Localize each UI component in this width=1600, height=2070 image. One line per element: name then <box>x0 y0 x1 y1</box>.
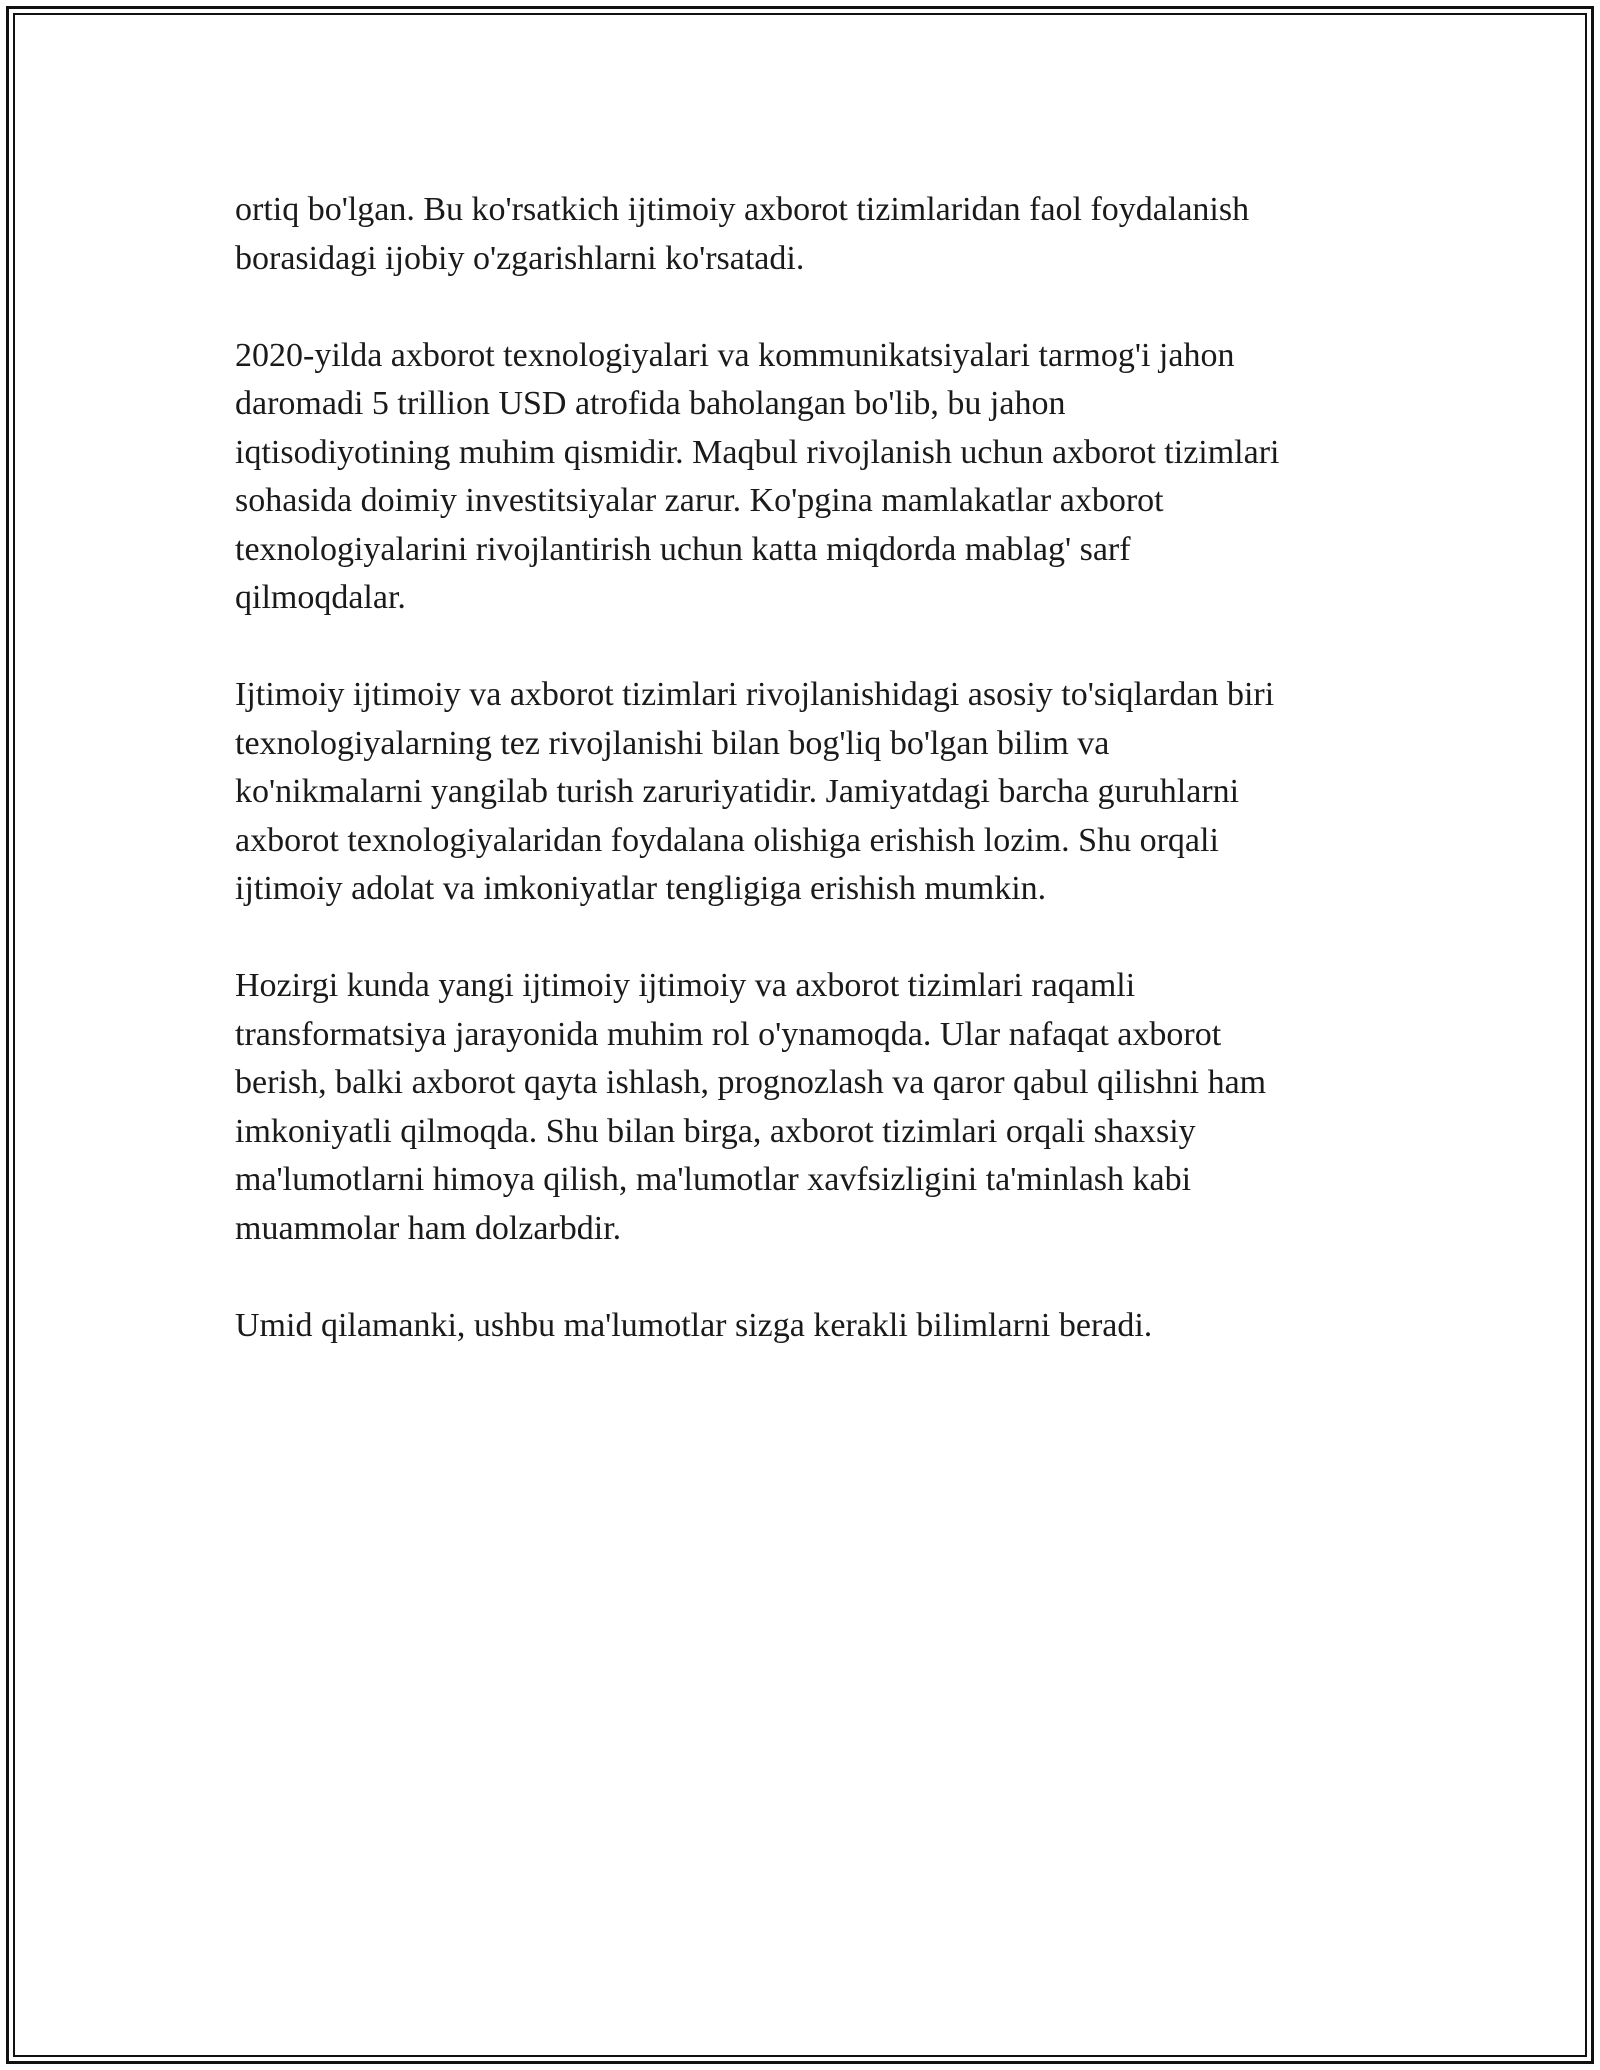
paragraph-2 <box>235 332 1405 623</box>
text-line: muammolar ham dolzarbdir. <box>235 1209 622 1247</box>
text-line: sohasida doimiy investitsiyalar zarur. Ko'pgina mamlakatlar axborot <box>235 482 1164 519</box>
text-line: berish, balki axborot qayta ishlash, prognozlash va qaror qabul qilishni ham <box>235 1064 1267 1101</box>
text-line: Hozirgi kunda yangi ijtimoiy ijtimoiy va axborot tizimlari raqamli <box>235 967 1136 1004</box>
text-line: 2020-yilda axborot texnologiyalari va kommunikatsiyalari tarmog'i jahon <box>235 336 1235 374</box>
text-line: axborot texnologiyalaridan foydalana olishiga erishish lozim. Shu orqali <box>235 821 1219 859</box>
text-line: iqtisodiyotining muhim qismidir. Maqbul rivojlanish uchun axborot tizimlari <box>235 433 1280 471</box>
paragraph-1 <box>235 186 1405 283</box>
text-line: ijtimoiy adolat va imkoniyatlar tengligiga erishish mumkin. <box>235 870 1047 907</box>
text-line: imkoniyatli qilmoqda. Shu bilan birga, axborot tizimlari orqali shaxsiy <box>235 1112 1196 1150</box>
paragraph-3 <box>235 671 1405 914</box>
text-line: Ijtimoiy ijtimoiy va axborot tizimlari rivojlanishidagi asosiy to'siqlardan biri <box>235 676 1275 713</box>
paragraph-4 <box>235 962 1405 1253</box>
paragraph-5 <box>235 1302 1405 1351</box>
text-line: daromadi 5 trillion USD atrofida baholangan bo'lib, bu jahon <box>235 385 1066 422</box>
text-line: Umid qilamanki, ushbu ma'lumotlar sizga kerakli bilimlarni beradi. <box>235 1306 1153 1344</box>
text-line: borasidagi ijobiy o'zgarishlarni ko'rsatadi. <box>235 239 805 277</box>
document-body <box>235 186 1405 1399</box>
text-line: transformatsiya jarayonida muhim rol o'ynamoqda. Ular nafaqat axborot <box>235 1015 1222 1053</box>
text-line: ma'lumotlarni himoya qilish, ma'lumotlar xavfsizligini ta'minlash kabi <box>235 1161 1192 1198</box>
text-line: ko'nikmalarni yangilab turish zaruriyatidir. Jamiyatdagi barcha guruhlarni <box>235 773 1240 810</box>
text-line: texnologiyalarning tez rivojlanishi bilan bog'liq bo'lgan bilim va <box>235 724 1110 762</box>
text-line: qilmoqdalar. <box>235 579 406 616</box>
text-line: ortiq bo'lgan. Bu ko'rsatkich ijtimoiy axborot tizimlaridan faol foydalanish <box>235 191 1250 228</box>
text-line: texnologiyalarini rivojlantirish uchun katta miqdorda mablag' sarf <box>235 530 1131 568</box>
